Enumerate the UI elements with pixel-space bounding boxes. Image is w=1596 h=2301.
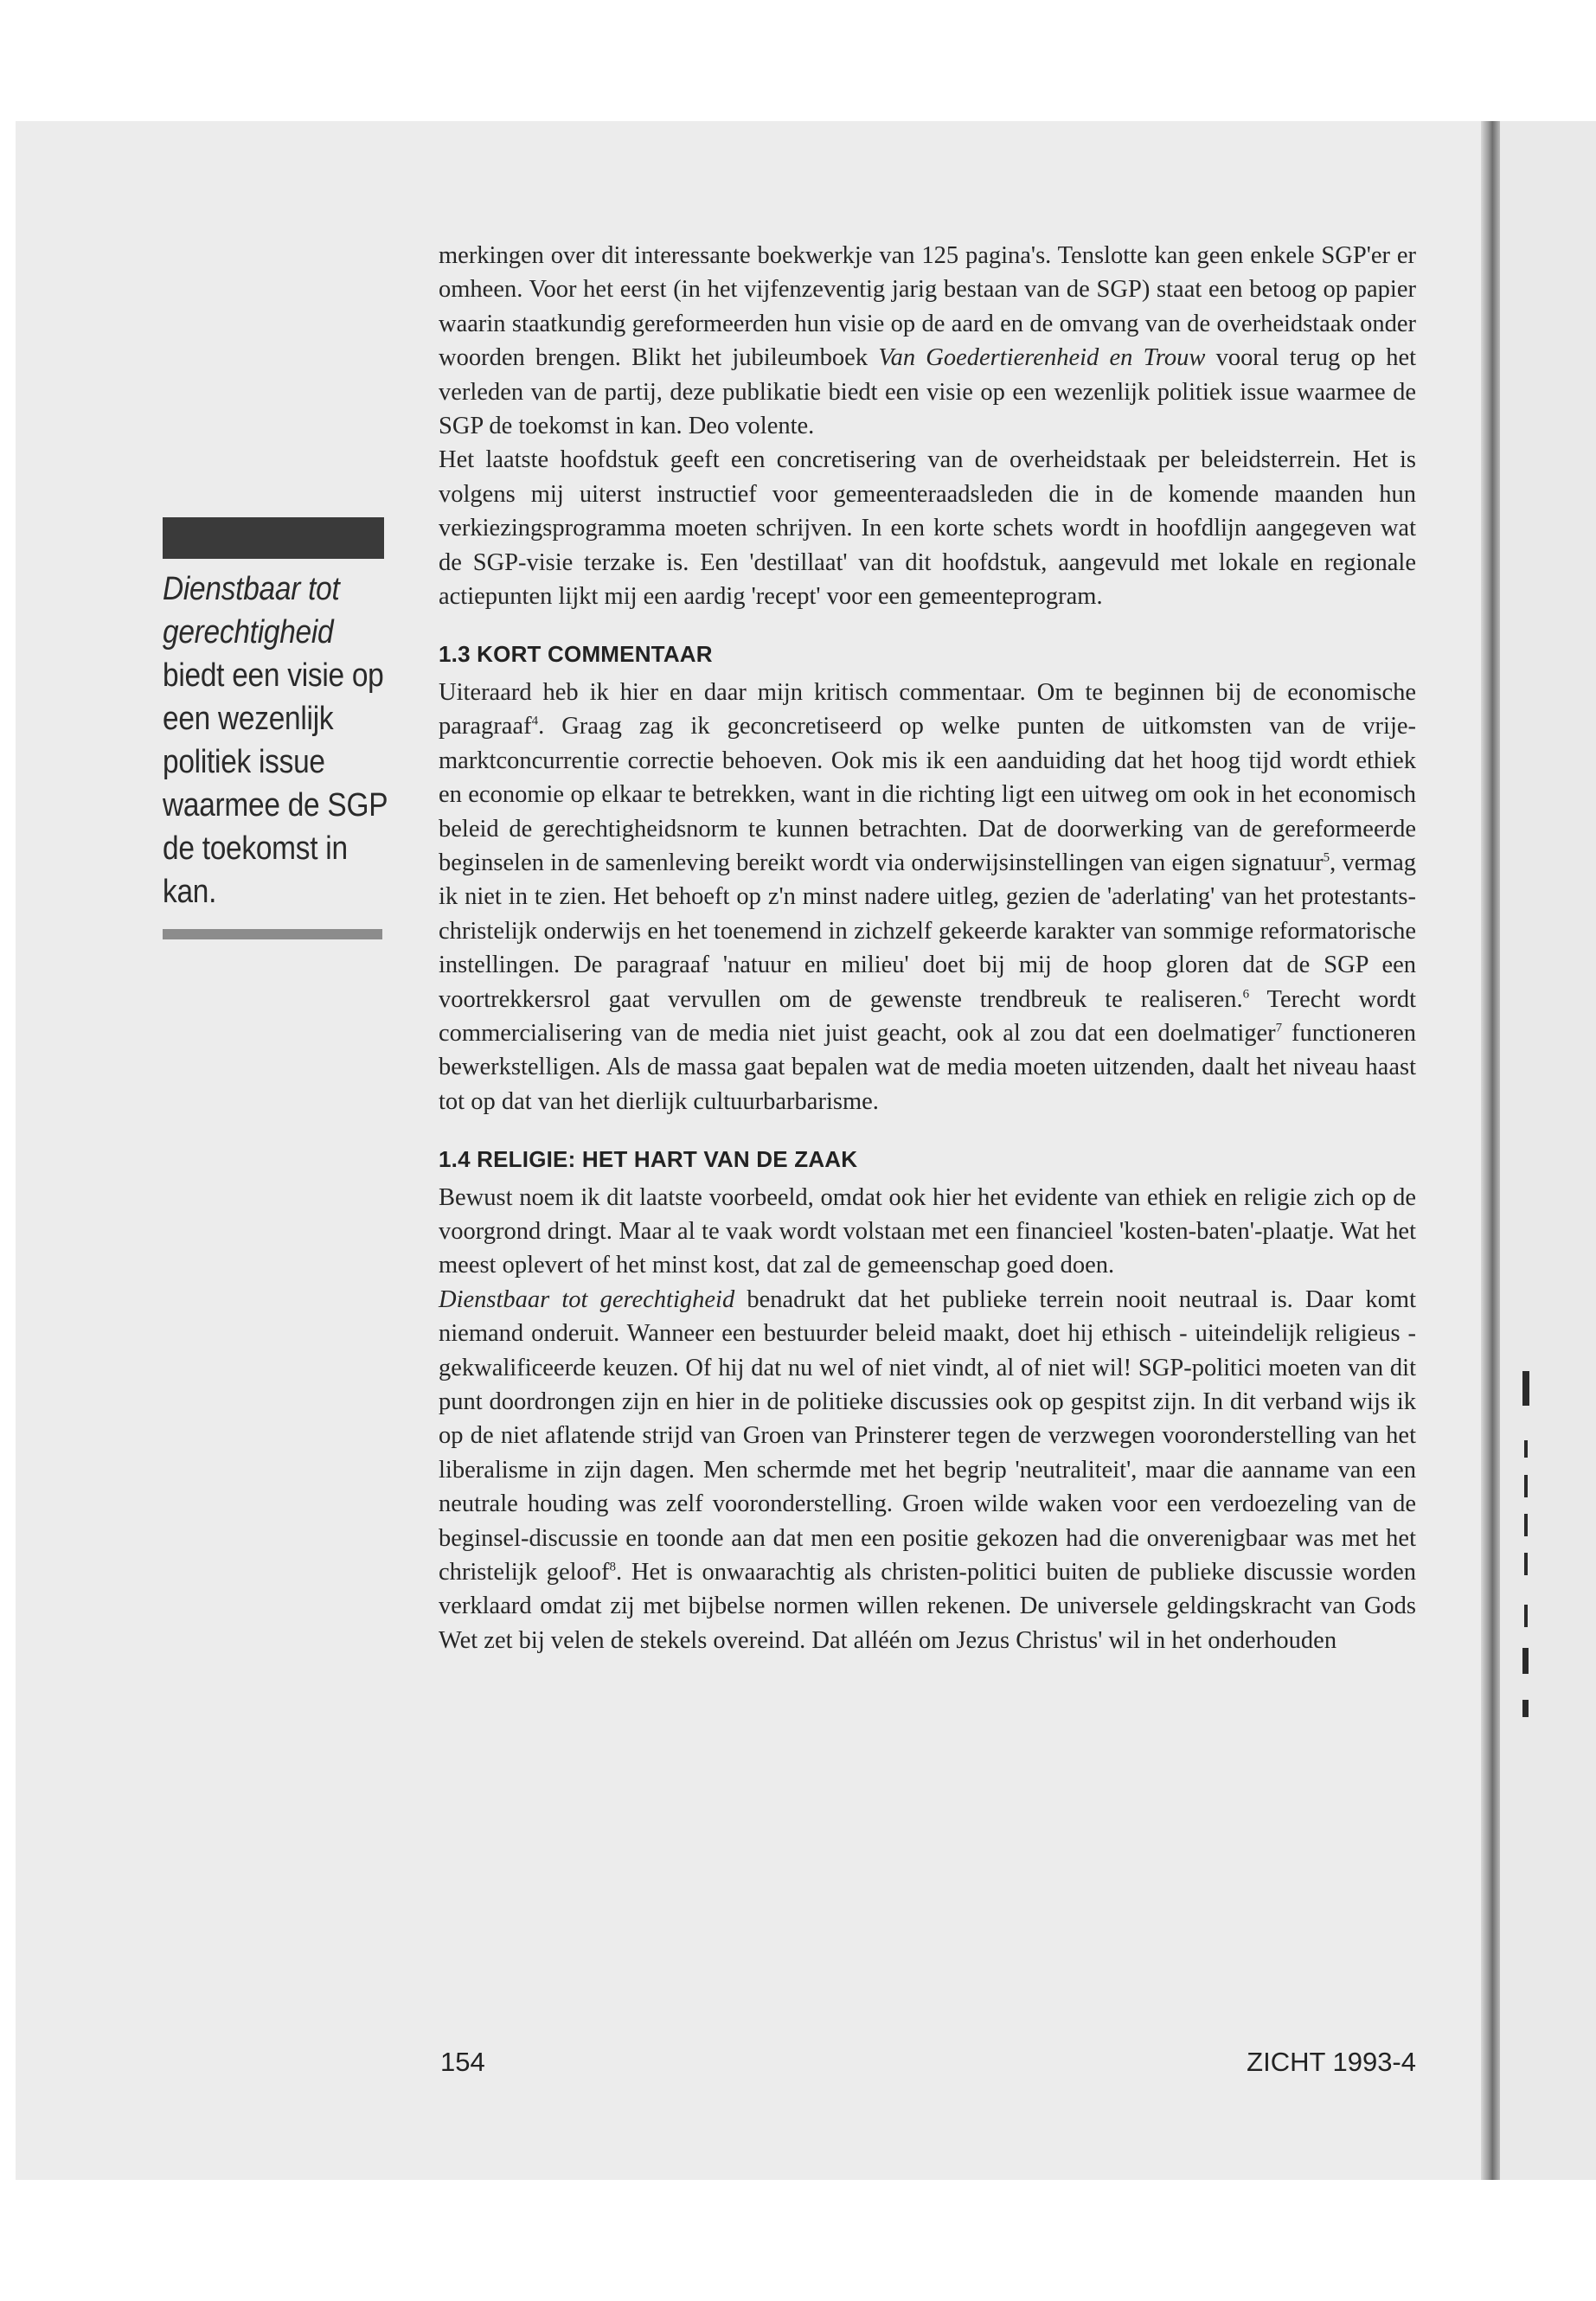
page-edge-mark [1524,1475,1528,1497]
section-heading: 1.3 KORT COMMENTAAR [439,641,713,668]
pull-quote-rest: biedt een visie op een wezenlijk politiek issue waarmee de SGP de toekomst in kan. [163,657,388,910]
page-edge-mark [1522,1648,1529,1674]
page-number: 154 [440,2047,485,2077]
pull-quote-text [163,567,391,913]
pull-quote-top-bar [163,517,384,559]
page-edge-mark [1522,1371,1529,1406]
article-body [439,239,1416,1657]
adjacent-page-edge [1500,121,1596,2180]
journal-issue: ZICHT 1993-4 [1247,2047,1416,2077]
book-title: Van Goedertierenheid en Trouw [878,344,1206,372]
footnote-ref: 6 [1242,987,1250,1002]
page-edge-mark [1524,1605,1528,1627]
pull-quote-bottom-bar [163,929,382,939]
paragraph: merkingen over dit interessante boekwerkje van 125 pagina's. Tenslotte kan geen enkele SGP'er er omheen. Voor het eerst (in het vijfenzeventig jarig bestaan van de SGP) staat een betoog op papier waarin staatkundig gereformeerden hun visie op de aard en de omvang van de overheidstaak onder woorden brengen. Blikt het jubileumboek Van Goedertierenheid en Trouw vooral terug op het verleden van de partij, deze publikatie biedt een visie op een wezenlijk politiek issue waarmee de SGP de toekomst in kan. Deo volente. [439,242,1417,440]
paragraph: Uiteraard heb ik hier en daar mijn kritisch commentaar. Om te beginnen bij de economische paragraaf$^4$. Graag zag ik geconcretiseerd op welke punten de uitkomsten van de vrije-marktconcurrentie correctie behoeven. Ook mis ik een aanduiding dat het hoog tijd wordt ethiek en economie op elkaar te betrekken, want in die richting ligt een uitweg om ook in het economisch beleid de gerechtigheidsnorm te kunnen betrachten. Dat de doorwerking van de gereformeerde beginselen in de samenleving bereikt wordt via onderwijsinstellingen van eigen signatuur$^5$, vermag ik niet in te zien. Het behoeft op z'n minst nadere uitleg, gezien de 'aderlating' van het protestants-christelijk onderwijs en het toenemend in zichzelf gekeerde karakter van sommige reformatorische instellingen. De paragraaf 'natuur en milieu' doet bij mij de hoop gloren dat de SGP een voortrekkersrol gaat vervullen om de gewenste trendbreuk te realiseren.$^6$ Terecht wordt commercialisering van de media niet juist geacht, ook al zou dat een doelmatiger$^7$ functioneren bewerkstelligen. Als de massa gaat bepalen wat de media moeten uitzenden, daalt het niveau haast tot op dat van het dierlijk cultuurbarbarisme. [439,678,1416,1115]
footnote-ref: 4 [531,714,539,728]
page-edge-mark [1524,1553,1528,1575]
paragraph: Het laatste hoofdstuk geeft een concretisering van de overheidstaak per beleidsterrein. Het is volgens mij uiterst instructief voor gemeenteraadsleden die in de komende maanden hun verkiezingsprogramma moeten schrijven. In een korte schets wordt in hoofdlijn aangegeven wat de SGP-visie terzake is. Een 'destillaat' van dit hoofdstuk, aangevuld met lokale en regionale actiepunten lijkt mij een aardig 'recept' voor een gemeenteprogram. [439,446,1416,611]
page-edge-mark [1524,1440,1528,1458]
pull-quote-italic-title: Dienstbaar tot gerechtigheid [163,571,340,651]
footnote-ref: 8 [609,1560,617,1574]
footnote-ref: 7 [1275,1021,1283,1035]
section-heading: 1.4 RELIGIE: HET HART VAN DE ZAAK [439,1146,858,1173]
footnote-ref: 5 [1323,850,1330,865]
book-gutter [1481,121,1500,2180]
paragraph: Dienstbaar tot gerechtigheid benadrukt dat het publieke terrein nooit neutraal is. Daar komt niemand onderuit. Wanneer een bestuurder beleid maakt, doet hij ethisch - uiteindelijk religieus - gekwalificeerde keuzen. Of hij dat nu wel of niet vindt, al of niet wil! SGP-politici moeten van dit punt doordrongen zijn en hier in de politieke discussies ook op gespitst zijn. In dit verband wijs ik op de niet aflatende strijd van Groen van Prinsterer tegen de verzwegen vooronderstelling van het liberalisme in zijn dagen. Men schermde met het begrip 'neutraliteit', maar die aanname van een neutrale houding was zelf vooronderstelling. Groen wilde waken voor een verdoezeling van de beginsel-discussie en toonde aan dat men een positie gekozen had die onverenigbaar was met het christelijk geloof$^8$. Het is onwaarachtig als christen-politici buiten de publieke discussie worden verklaard omdat zij met bijbelse normen willen rekenen. De universele geldingskracht van Gods Wet zet bij velen de stekels overeind. Dat alléén om Jezus Christus' wil in het onderhouden [439,1285,1416,1654]
page-edge-mark [1524,1514,1528,1536]
paragraph: Bewust noem ik dit laatste voorbeeld, omdat ook hier het evidente van ethiek en religie zich op de voorgrond dringt. Maar al te vaak wordt volstaan met een financieel 'kosten-baten'-plaatje. Wat het meest oplevert of het minst kost, dat zal de gemeenschap goed doen. [439,1183,1416,1279]
pull-quote-box [163,517,388,939]
book-title: Dienstbaar tot gerechtigheid [439,1285,735,1313]
page-edge-mark [1522,1700,1529,1717]
